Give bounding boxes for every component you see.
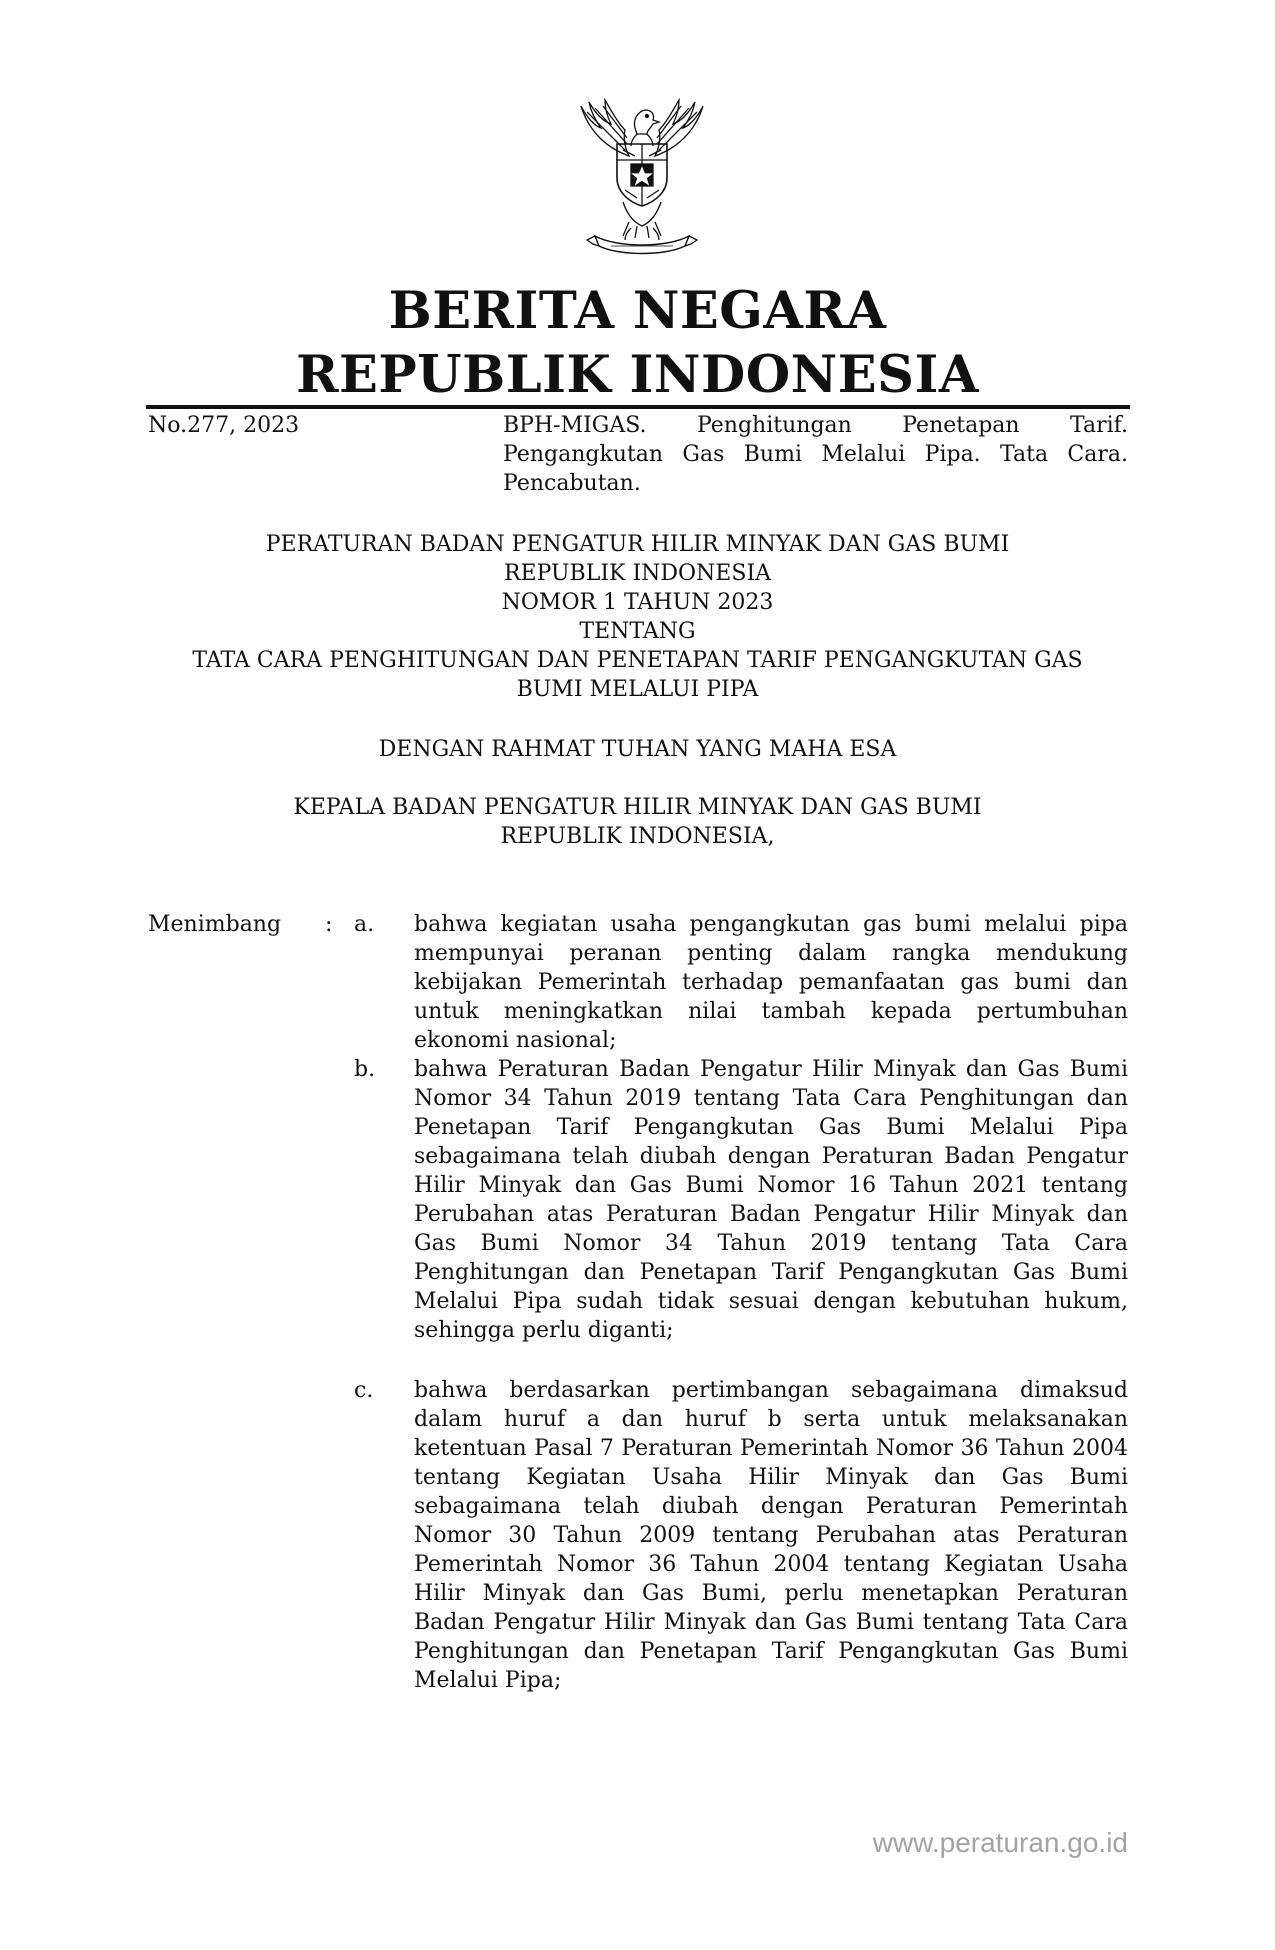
title-line: TENTANG (579, 619, 696, 644)
garuda-emblem-icon (567, 98, 717, 260)
title-line: PERATURAN BADAN PENGATUR HILIR MINYAK DAN GAS BUMI (265, 532, 1010, 557)
masthead-title: BERITA NEGARA (388, 281, 887, 341)
masthead-divider (146, 405, 1130, 409)
footer-website-link[interactable]: www.peraturan.go.id (872, 1827, 1128, 1858)
document-summary: BPH-MIGAS. Penghitungan Penetapan Tarif. Pengangkutan Gas Bumi Melalui Pipa. Tata Cara. Pencabutan. (503, 413, 1128, 496)
masthead-subtitle: REPUBLIK INDONESIA (296, 345, 979, 405)
considering-item-text: bahwa Peraturan Badan Pengatur Hilir Minyak dan Gas Bumi Nomor 34 Tahun 2019 tentang Tata Cara Penghitungan dan Penetapan Tarif Pengangkutan Gas Bumi Melalui Pipa sebagaimana telah diubah dengan Peraturan Badan Pengatur Hilir Minyak dan Gas Bumi Nomor 16 Tahun 2021 tentang Perubahan atas Peraturan Badan Pengatur Hilir Minyak dan Gas Bumi Nomor 34 Tahun 2019 tentang Tata Cara Penghitungan dan Penetapan Tarif Pengangkutan Gas Bumi Melalui Pipa sudah tidak sesuai dengan kebutuhan hukum, sehingga perlu diganti; (414, 1057, 1128, 1343)
title-line: BUMI MELALUI PIPA (516, 677, 759, 702)
issuer-line: REPUBLIK INDONESIA, (500, 824, 775, 849)
item-letter: b. (354, 1057, 376, 1082)
invocation: DENGAN RAHMAT TUHAN YANG MAHA ESA (378, 737, 897, 762)
item-letter: a. (354, 912, 375, 937)
menimbang-colon: : (325, 912, 333, 937)
issuer-heading (0, 793, 1275, 851)
regulation-title (0, 530, 1275, 704)
document-number: No.277, 2023 (148, 413, 300, 438)
item-letter: c. (354, 1378, 374, 1403)
issuer-line: KEPALA BADAN PENGATUR HILIR MINYAK DAN GAS BUMI (293, 795, 982, 820)
title-line: NOMOR 1 TAHUN 2023 (501, 590, 774, 615)
considering-item-text: bahwa kegiatan usaha pengangkutan gas bumi melalui pipa mempunyai peranan penting dalam rangka mendukung kebijakan Pemerintah terhadap pemanfaatan gas bumi dan untuk meningkatkan nilai tambah kepada pertumbuhan ekonomi nasional; (414, 912, 1128, 1053)
considering-item-text: bahwa berdasarkan pertimbangan sebagaimana dimaksud dalam huruf a dan huruf b serta untuk melaksanakan ketentuan Pasal 7 Peraturan Pemerintah Nomor 36 Tahun 2004 tentang Kegiatan Usaha Hilir Minyak dan Gas Bumi sebagaimana telah diubah dengan Peraturan Pemerintah Nomor 30 Tahun 2009 tentang Perubahan atas Peraturan Pemerintah Nomor 36 Tahun 2004 tentang Kegiatan Usaha Hilir Minyak dan Gas Bumi, perlu menetapkan Peraturan Badan Pengatur Hilir Minyak dan Gas Bumi tentang Tata Cara Penghitungan dan Penetapan Tarif Pengangkutan Gas Bumi Melalui Pipa; (414, 1378, 1128, 1693)
menimbang-label: Menimbang (148, 912, 282, 937)
title-line: TATA CARA PENGHITUNGAN DAN PENETAPAN TARIF PENGANGKUTAN GAS (192, 648, 1083, 673)
title-line: REPUBLIK INDONESIA (503, 561, 772, 586)
